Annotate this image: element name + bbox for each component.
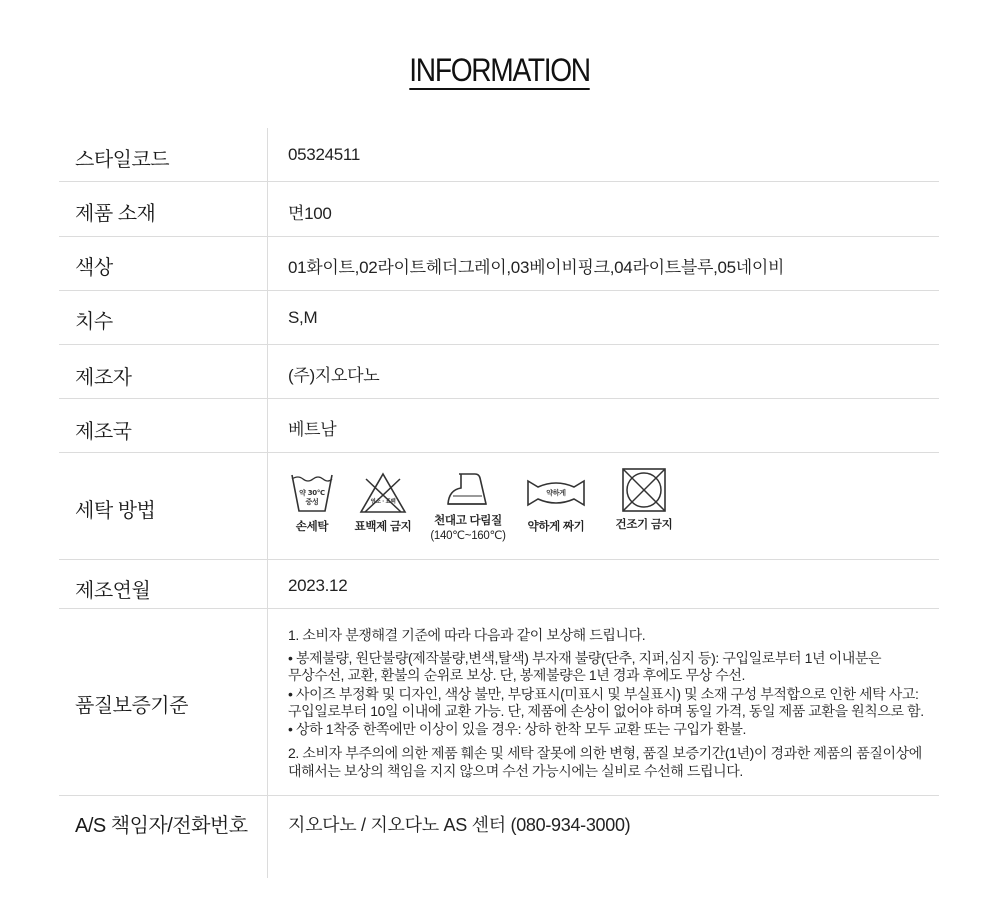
quality-label: 품질보증기준	[75, 695, 188, 717]
no-tumble-item	[608, 467, 680, 532]
as-label: A/S 책임자/전화번호	[75, 815, 248, 837]
wring-gently-icon	[526, 471, 586, 515]
svg-text:약 30°C: 약 30°C	[299, 489, 325, 497]
size-value: S,M	[288, 308, 318, 327]
material-label: 제품 소재	[75, 203, 156, 225]
washing-label: 세탁 방법	[75, 500, 156, 522]
style-code-label: 스타일코드	[75, 149, 170, 171]
quality-line-4: • 사이즈 부정확 및 디자인, 색상 불만, 부당표시(미표시 및 부실표시) 및 소재 구성 부적합으로 인한 세탁 사고:	[288, 686, 919, 702]
material-value: 면100	[288, 204, 332, 223]
quality-line-3: 무상수선, 교환, 환불의 순위로 보상. 단, 봉제불량은 1년 경과 후에도 무상 수선.	[288, 667, 745, 683]
svg-text:염소 · 표백: 염소 · 표백	[370, 499, 396, 505]
svg-text:약하게: 약하게	[546, 489, 566, 497]
as-value: 지오다노 / 지오다노 AS 센터 (080-934-3000)	[288, 815, 631, 835]
quality-line-6: • 상하 1착중 한쪽에만 이상이 있을 경우: 상하 한착 모두 교환 또는 구입가 환불.	[288, 721, 746, 737]
date-label: 제조연월	[75, 580, 151, 602]
iron-caption-temp: (140℃~160℃)	[430, 530, 506, 542]
wring-caption: 약하게 짜기	[527, 521, 585, 533]
page-title: INFORMATION	[409, 52, 591, 88]
quality-line-8: 대해서는 보상의 책임을 지지 않으며 수선 가능시에는 실비로 수선해 드립니다.	[288, 763, 743, 779]
date-value: 2023.12	[288, 576, 348, 595]
color-value: 01화이트,02라이트헤더그레이,03베이비핑크,04라이트블루,05네이비	[288, 258, 785, 277]
row-manufacturer	[59, 345, 939, 399]
quality-line-2: • 봉제불량, 원단불량(제작불량,변색,탈색) 부자재 불량(단추, 지퍼,심지 등): 구입일로부터 1년 이내분은	[288, 650, 882, 666]
hand-wash-item	[282, 471, 342, 534]
no-bleach-icon	[358, 471, 408, 515]
quality-line-7: 2. 소비자 부주의에 의한 제품 훼손 및 세탁 잘못에 의한 변형, 품질 보증기간(1년)이 경과한 제품의 품질이상에	[288, 745, 922, 761]
hand-wash-caption: 손세탁	[295, 521, 329, 533]
row-material	[59, 182, 939, 237]
no-tumble-dry-icon	[621, 467, 667, 513]
color-label: 색상	[75, 257, 113, 279]
quality-line-5: 구입일로부터 10일 이내에 교환 가능. 단, 제품에 손상이 없어야 하며 동일 가격, 동일 제품 교환을 원칙으로 함.	[288, 703, 924, 719]
title-wrap	[0, 52, 1000, 90]
hand-wash-icon	[289, 471, 335, 515]
no-bleach-item	[349, 471, 417, 534]
iron-caption: 천대고 다림질	[434, 515, 502, 527]
row-date	[59, 560, 939, 609]
row-size	[59, 291, 939, 345]
row-country	[59, 399, 939, 453]
size-label: 치수	[75, 311, 113, 333]
manufacturer-value: (주)지오다노	[288, 366, 380, 385]
row-washing	[59, 453, 939, 560]
wring-item	[518, 471, 594, 534]
row-as	[59, 796, 939, 878]
row-style-code	[59, 128, 939, 182]
no-tumble-caption: 건조기 금지	[615, 519, 673, 531]
iron-item	[426, 468, 510, 542]
row-color	[59, 237, 939, 291]
row-quality	[59, 609, 939, 796]
quality-line-1: 1. 소비자 분쟁해결 기준에 따라 다음과 같이 보상해 드립니다.	[288, 627, 646, 643]
manufacturer-label: 제조자	[75, 367, 132, 389]
country-value: 베트남	[288, 420, 337, 439]
no-bleach-caption: 표백제 금지	[354, 521, 412, 533]
style-code-value: 05324511	[288, 145, 360, 164]
iron-icon	[445, 468, 491, 510]
svg-text:중성: 중성	[305, 498, 319, 506]
country-label: 제조국	[75, 421, 132, 443]
